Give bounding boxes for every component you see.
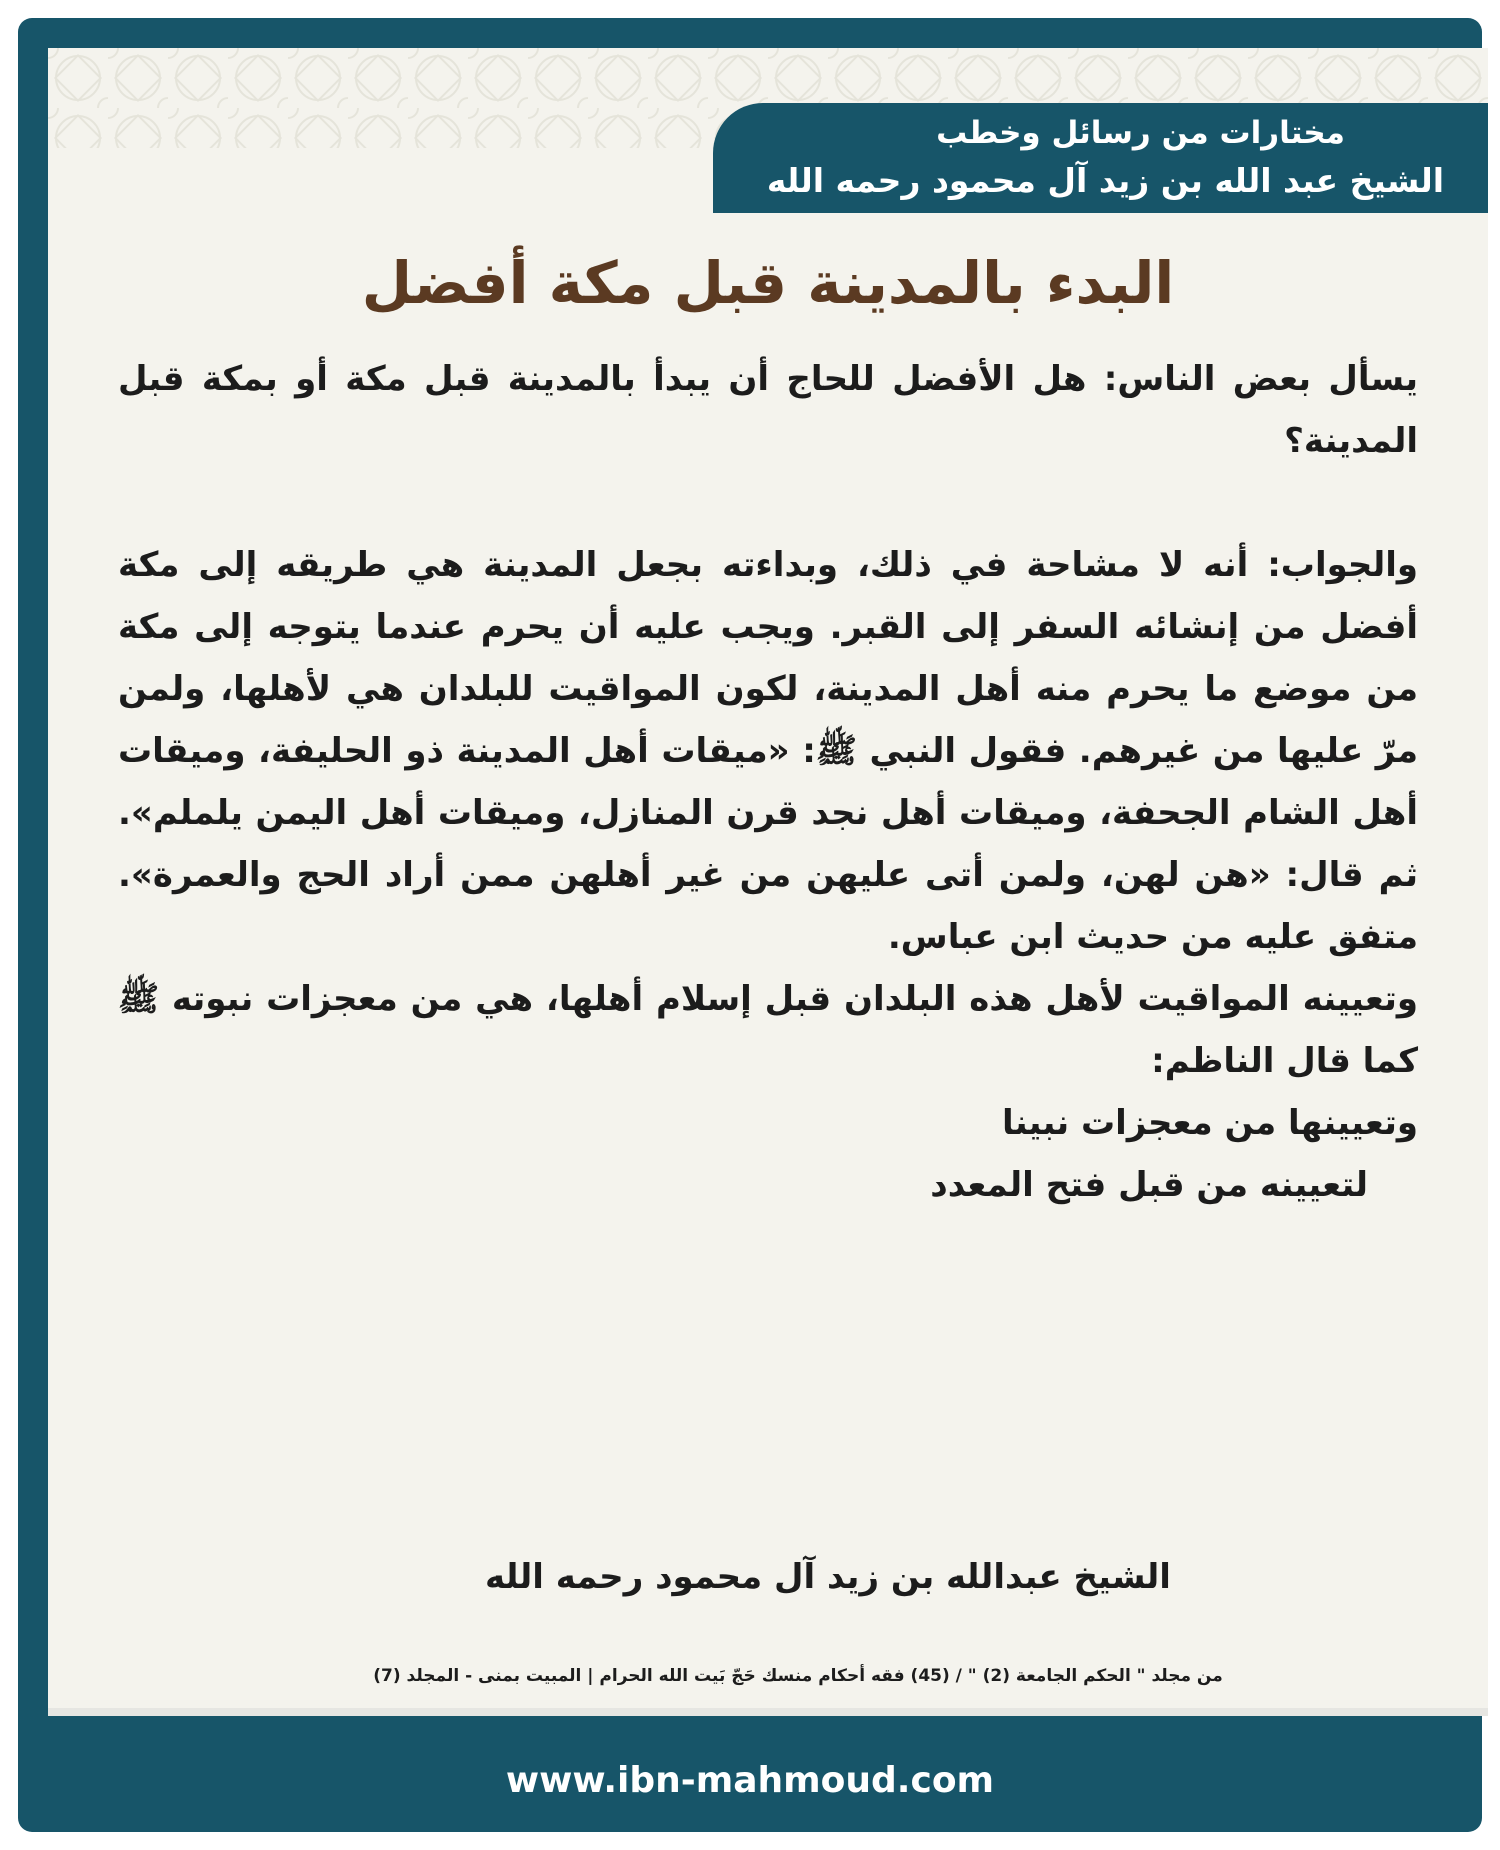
poem-line-1: وتعيينها من معجزات نبينا	[1002, 1103, 1418, 1143]
page-title: البدء بالمدينة قبل مكة أفضل	[361, 249, 1175, 317]
poem-line-2: لتعيينه من قبل فتح المعدد	[930, 1165, 1368, 1205]
answer-paragraph: والجواب: أنه لا مشاحة في ذلك، وبداءته بجعل المدينة هي طريقه إلى مكة أفضل من إنشائه السفر إلى القبر. ويجب عليه أن يحرم عندما يتوجه إلى مكة من موضع ما يحرم منه أهل المدينة، لكون المواقيت للبلدان هي لأهلها، ولمن مرّ عليها من غيرهم. فقول النبي ﷺ: «ميقات أهل المدينة ذو الحليفة، وميقات أهل الشام الجحفة، وميقات أهل نجد قرن المنازل، وميقات أهل اليمن يلملم». ثم قال: «هن لهن، ولمن أتى عليهن من غير أهلهن ممن أراد الحج والعمرة». متفق عليه من حديث ابن عباس.	[118, 545, 1418, 957]
header-author-name: الشيخ عبد الله بن زيد آل محمود رحمه الله	[766, 161, 1445, 200]
source-citation: من مجلد " الحكم الجامعة (2) " / (45) فقه أحكام منسك حَجّ بَيت الله الحرام | المبيت بمنى - المجلد (7)	[373, 1666, 1223, 1686]
website-link[interactable]: www.ibn-mahmoud.com	[505, 1760, 995, 1801]
paragraph-spacer	[118, 472, 1418, 534]
author-signature: الشيخ عبدالله بن زيد آل محمود رحمه الله	[485, 1557, 1171, 1597]
content-panel	[48, 48, 1488, 1716]
page-frame	[18, 18, 1482, 1832]
article-body	[118, 348, 1418, 1216]
header-banner	[713, 103, 1488, 213]
miracle-paragraph: وتعيينه المواقيت لأهل هذه البلدان قبل إسلام أهلها، هي من معجزات نبوته ﷺ كما قال الناظم:	[118, 979, 1418, 1081]
footer-divider	[48, 1708, 1488, 1716]
question-paragraph: يسأل بعض الناس: هل الأفضل للحاج أن يبدأ بالمدينة قبل مكة أو بمكة قبل المدينة؟	[118, 359, 1418, 461]
header-series-title: مختارات من رسائل وخطب	[936, 115, 1345, 151]
